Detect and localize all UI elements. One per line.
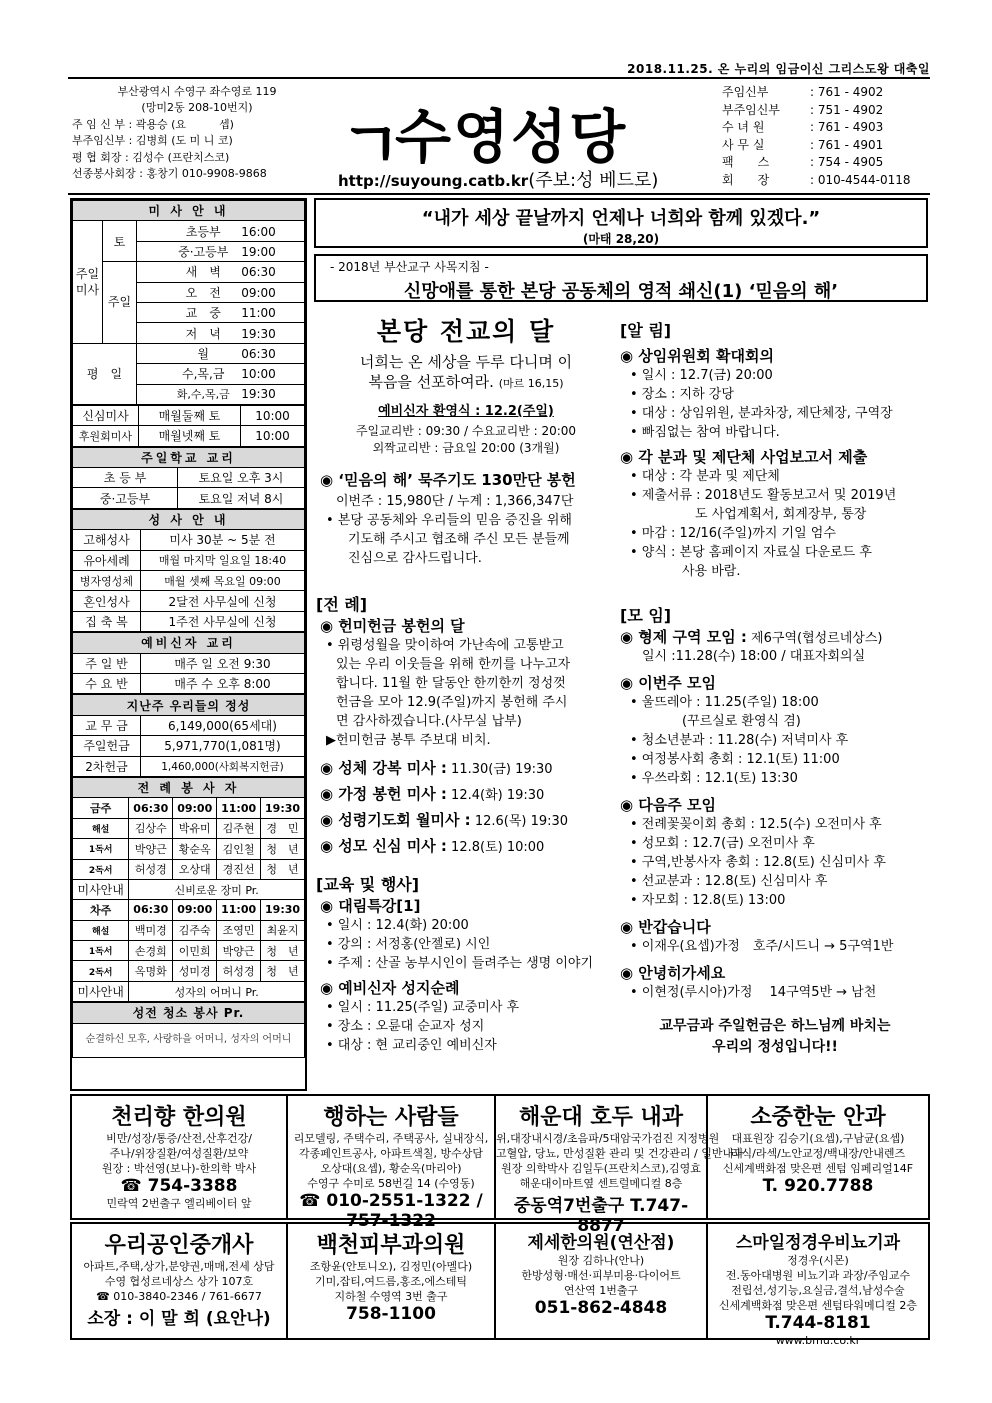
servers-role: 2독서 (73, 961, 129, 981)
text-line: • 장소 : 지하 강당 (630, 387, 734, 402)
offering-amount: 1,460,000(사회복지헌금) (141, 756, 305, 776)
text-line: • 자모회 : 12.8(토) 13:00 (630, 893, 786, 908)
logo-mark: ㄱ (340, 108, 402, 183)
servers-name: 경 민 (261, 818, 305, 838)
middle-column (316, 312, 616, 1055)
mass-guide-label: 미사안내 (73, 879, 129, 899)
liturgy-items (316, 756, 616, 860)
weekday-row: 월 06:30 (137, 343, 305, 363)
report-details (620, 467, 930, 581)
rosary-heading: ◉ ‘믿음의 해’ 묵주기도 130만단 봉헌 (320, 471, 576, 489)
ad-block (708, 1096, 928, 1218)
catechism-schedule: 주일교리반 : 09:30 / 수요교리반 : 20:00 외짝교리반 : 금요일 20:00 (3개월) (355, 424, 577, 455)
offering-amount: 5,971,770(1,081명) (141, 736, 305, 756)
servers-name: 박양근 (129, 839, 173, 859)
ad-line: 원장 의학박사 김일두(프란치스코),김영효 (501, 1162, 701, 1175)
offering-type: 교 무 금 (73, 715, 141, 735)
scripture-quote (314, 198, 928, 248)
mass-row: 교 중 11:00 (137, 302, 305, 322)
offering-type: 주일헌금 (73, 736, 141, 756)
servers-name: 성미경 (173, 961, 217, 981)
sunday-school-title: 주일학교 교리 (73, 447, 305, 467)
sacrament-info: 1주전 사무실에 신청 (141, 611, 305, 631)
ad-block (496, 1096, 744, 1236)
liturgy-item-time: 12.6(목) 19:30 (470, 814, 569, 829)
ad-line: 전립선,성기능,요실금,결석,남성수술 (731, 1284, 905, 1297)
text-line: 도 사업계획서, 회계장부, 통장 (630, 507, 867, 522)
text-line: • 선교분과 : 12.8(토) 신심미사 후 (630, 874, 828, 889)
mass-guide-row (73, 981, 305, 1001)
text-line: 있는 우리 이웃들을 위해 한끼를 나누고자 (336, 657, 571, 672)
meetings-section: [모 임] (620, 606, 672, 625)
next-week-heading: ◉ 다음주 모임 (620, 796, 716, 814)
servers-name: 허성경 (217, 961, 261, 981)
committee-details (620, 366, 930, 442)
weekday-row: 수,목,금 10:00 (137, 364, 305, 384)
servers-head-cell: 19:30 (261, 900, 305, 920)
ad-line: 지하철 수영역 3번 출구 (334, 1290, 448, 1303)
servers-name: 청 년 (261, 941, 305, 961)
parish-info (72, 84, 322, 182)
mission-verse: 너희는 온 세상을 두루 다니며 이 복음을 선포하여라. (마르 16,15) (359, 353, 573, 391)
ad-line: 전.동아대병원 비뇨기과 과장/주임교수 (725, 1269, 911, 1282)
liturgy-item-time: 12.8(토) 10:00 (446, 840, 545, 855)
pilgrimage-details (316, 998, 616, 1055)
pilgrimage-heading: ◉ 예비신자 성지순례 (320, 979, 460, 997)
text-line: • 전례꽃꽂이회 총회 : 12.5(수) 오전미사 후 (630, 817, 882, 832)
contact-label: 회 장 (722, 172, 770, 187)
report-heading: ◉ 각 분과 및 제단체 사업보고서 제출 (620, 448, 868, 466)
ad-block (72, 1224, 288, 1338)
mass-guide-row (73, 879, 305, 899)
sacrament-table (72, 509, 305, 632)
ad-block (72, 1096, 288, 1218)
servers-row (73, 859, 305, 879)
ad-name: 스마일정경우비뇨기과 (735, 1233, 901, 1253)
extra-mass-time: 10:00 (241, 426, 305, 446)
sunday-mass-label: 주일미사 (73, 221, 103, 343)
text-line: • 빠짐없는 참여 바랍니다. (630, 425, 780, 440)
ad-name: 백천피부과의원 (316, 1233, 466, 1258)
text-line: • 일시 : 12.7(금) 20:00 (630, 368, 773, 383)
ad-line: 원장 김하나(안나) (557, 1254, 645, 1267)
contact-label: 주임신부 (722, 85, 769, 99)
text-line: • 강의 : 서정홍(안젤로) 시인 (326, 937, 491, 952)
text-line: 사용 바람. (630, 564, 741, 579)
logo-title: 수영성당 (395, 103, 628, 171)
pastor: 주 임 신 부 : 곽용승 (요 셉) (72, 117, 234, 131)
liturgy-item-time: 12.4(화) 19:30 (446, 788, 545, 803)
ad-line: 각종페인트공사, 아파트색칠, 방수상담 (298, 1147, 483, 1160)
ad-line: 수영구 수미로 58번길 14 (수영동) (307, 1177, 475, 1190)
servers-head-cell: 06:30 (129, 900, 173, 920)
extra-mass-table (72, 405, 305, 447)
header-rule (68, 193, 930, 195)
liturgy-section: [전 례] (316, 595, 368, 614)
catechumen-time: 매주 수 오후 8:00 (141, 673, 305, 693)
ad-line: 해운대이마트옆 센트럴메디컬 8층 (519, 1177, 683, 1190)
ad-line: 아파트,주택,상가,분양권,매매,전세 상담 (83, 1260, 275, 1273)
ad-tel: ☎ 010-2551-1322 / 757-1322 (299, 1191, 483, 1231)
text-line: • 제출서류 : 2018년도 활동보고서 및 2019년 (630, 488, 897, 503)
servers-head-cell: 금주 (73, 798, 129, 818)
servers-head-cell: 차주 (73, 900, 129, 920)
contact-number: : 761 - 4903 (810, 120, 884, 135)
mass-row: 초등부 16:00 (137, 221, 305, 241)
advent-lecture-details (316, 916, 616, 973)
servers-head-cell: 06:30 (129, 798, 173, 818)
ad-line: 라식/라섹/노안교정/백내장/안내렌즈 (730, 1147, 906, 1160)
notices-section: [알 림] (620, 321, 672, 340)
mass-title: 미 사 안 내 (73, 201, 305, 221)
servers-role: 1독서 (73, 839, 129, 859)
contact-number: : 754 - 4905 (810, 155, 884, 170)
text-line: • 일시 : 12.4(화) 20:00 (326, 918, 469, 933)
welcome-family: • 이재우(요셉)가정 호주/시드니 → 5구역1반 (630, 939, 894, 954)
offering-type: 2차헌금 (73, 756, 141, 776)
servers-head-cell: 19:30 (261, 798, 305, 818)
catechumen-title: 예비신자 교리 (73, 633, 305, 653)
sunday-school-table (72, 447, 305, 509)
education-section: [교육 및 행사] (316, 875, 420, 894)
farewell-family: • 이현정(루시아)가정 14구역5반 → 남천 (630, 985, 877, 1000)
text-line: 헌금을 모아 12.9(주일)까지 봉헌해 주시 (336, 695, 568, 710)
servers-name: 최윤지 (261, 920, 305, 940)
text-line: (꾸르실로 환영식 겸) (630, 714, 801, 729)
sacrament-info: 매월 마지막 일요일 18:40 (141, 550, 305, 570)
text-line: • 우쓰라회 : 12.1(토) 13:30 (630, 771, 798, 786)
ad-tel: 051-862-4848 (534, 1298, 668, 1318)
servers-title: 전 례 봉 사 자 (73, 777, 305, 797)
rice-offering-text (316, 636, 616, 731)
servers-row (73, 961, 305, 981)
sacrament-info: 매월 셋째 목요일 09:00 (141, 571, 305, 591)
servers-role: 해설 (73, 818, 129, 838)
ad-name: 천리향 한의원 (111, 1105, 247, 1130)
text-line: 면 감사하겠습니다.(사무실 납부) (336, 714, 522, 729)
mass-guide-label: 미사안내 (73, 981, 129, 1001)
patron: (주보:성 베드로) (528, 170, 659, 191)
servers-role: 1독서 (73, 941, 129, 961)
servers-head-cell: 09:00 (173, 798, 217, 818)
catechumen-class: 수 요 반 (73, 673, 141, 693)
contact-row (722, 119, 932, 137)
weekday-row: 화,수,목,금 19:30 (137, 384, 305, 404)
liturgy-item-time: 11.30(금) 19:30 (446, 762, 553, 777)
text-line: • 울뜨레아 : 11.25(주일) 18:00 (630, 695, 819, 710)
ad-name: 제세한의원(연산점) (527, 1233, 675, 1253)
text-line: • 주제 : 산골 농부시인이 들려주는 생명 이야기 (326, 956, 594, 971)
liturgy-item (316, 782, 616, 808)
extra-mass-name: 신심미사 (73, 405, 139, 425)
servers-table (72, 777, 305, 1002)
ad-line: 신세계백화점 맞은편 센텀타워메디컬 2층 (718, 1299, 918, 1312)
this-week-heading: ◉ 이번주 모임 (620, 674, 716, 692)
servers-name: 김주현 (217, 818, 261, 838)
ad-block (288, 1224, 496, 1338)
liturgy-item (316, 808, 616, 834)
ad-line: 신세계백화점 맞은편 센텀 임페리얼14F (722, 1162, 914, 1175)
rice-offering-heading: ◉ 헌미헌금 봉헌의 달 (320, 617, 465, 635)
council-president: 평 협 회장 : 김성수 (프란치스코) (72, 150, 230, 164)
text-line: • 대상 : 현 교리중인 예비신자 (326, 1038, 497, 1053)
text-line: • 대상 : 상임위원, 분과차장, 제단체장, 구역장 (630, 406, 893, 421)
cleaning-title: 성전 청소 봉사 Pr. (73, 1003, 305, 1023)
issue-date: 2018.11.25. 온 누리의 임금이신 그리스도왕 대축일 (627, 62, 930, 76)
servers-head-cell: 11:00 (217, 900, 261, 920)
contact-number: : 761 - 4901 (810, 137, 884, 152)
contact-number: : 751 - 4902 (810, 102, 884, 117)
quote-text: “내가 세상 끝날까지 언제나 너희와 함께 있겠다.” (421, 208, 821, 229)
liturgy-item-title: ◉ 성모 신심 미사 : (320, 837, 447, 855)
text-line: • 양식 : 본당 홈페이지 자료실 다운로드 후 (630, 545, 872, 560)
this-week-list (620, 693, 930, 788)
closing-message: 교무금과 주일헌금은 하느님께 바치는 우리의 정성입니다!! (659, 1018, 891, 1055)
offering-amount: 6,149,000(65세대) (141, 715, 305, 735)
ad-tel: 758-1100 (346, 1304, 436, 1324)
sacrament-info: 미사 30분 ~ 5분 전 (141, 530, 305, 550)
servers-name: 조영민 (217, 920, 261, 940)
contact-label: 부주임신부 (722, 102, 780, 117)
motto-text: 신망애를 통한 본당 공동체의 영적 쇄신(1) ‘믿음의 해’ (403, 281, 839, 302)
ad-name: 우리공인중개사 (104, 1233, 254, 1258)
text-line: • 여정봉사회 총회 : 12.1(토) 11:00 (630, 752, 840, 767)
servers-role: 2독서 (73, 859, 129, 879)
servers-name: 손경희 (129, 941, 173, 961)
sacrament-name: 유아세례 (73, 550, 141, 570)
servers-name: 백미경 (129, 920, 173, 940)
motto-heading: - 2018년 부산교구 사목지침 - (330, 260, 489, 274)
ad-tel: 소장 : 이 말 희 (요안나) (87, 1309, 271, 1329)
liturgy-item-title: ◉ 가정 봉헌 미사 : (320, 785, 447, 803)
text-line: • 대상 : 각 분과 및 제단체 (630, 469, 780, 484)
ad-tel: T.744-8181 (765, 1313, 871, 1333)
brother-meeting-heading: ◉ 형제 구역 모임 : 제6구역(협성르네상스) (620, 628, 883, 646)
text-line: • 성모회 : 12.7(금) 오전미사 후 (630, 836, 815, 851)
offering-table (72, 694, 305, 777)
assistant-pastor: 부주임신부 : 김병희 (도 미 니 코) (72, 134, 233, 148)
ad-name: 소중한눈 안과 (750, 1105, 886, 1130)
servers-row (73, 920, 305, 940)
cleaning-groups: 순결하신 모후, 사랑하을 어머니, 성자의 어머니 (73, 1023, 305, 1057)
servers-head-row (73, 900, 305, 920)
servers-head-cell: 11:00 (217, 798, 261, 818)
servers-name: 청 년 (261, 839, 305, 859)
contact-row (722, 84, 932, 102)
contact-list (722, 84, 932, 190)
ad-line: 비만/성장/통증/산전,산후건강/ (106, 1132, 252, 1145)
ad-tel: ☎ 754-3388 (120, 1176, 238, 1196)
servers-row (73, 941, 305, 961)
sacrament-name: 병자영성체 (73, 571, 141, 591)
school-grade: 중·고등부 (73, 488, 178, 508)
sat-label: 토 (103, 221, 137, 262)
ad-block (496, 1224, 708, 1338)
servers-name: 황순옥 (173, 839, 217, 859)
mission-title: 본당 전교의 달 (376, 317, 556, 346)
contact-row (722, 137, 932, 155)
sacrament-info: 2달전 사무실에 신청 (141, 591, 305, 611)
servers-name: 경진선 (217, 859, 261, 879)
text-line: • 구역,반봉사자 총회 : 12.8(토) 신심미사 후 (630, 855, 886, 870)
ad-line: 주나/위장질환/여성질환/보약 (109, 1147, 249, 1160)
top-rule (68, 77, 930, 79)
advent-lecture-heading: ◉ 대림특강[1] (320, 897, 421, 915)
text-line: • 마감 : 12/16(주일)까지 기일 엄수 (630, 526, 836, 541)
contact-row (722, 154, 932, 172)
mass-row: 오 전 09:00 (137, 282, 305, 302)
school-time: 토요일 저녁 8시 (178, 488, 305, 508)
ad-block (708, 1224, 928, 1347)
servers-name: 김상수 (129, 818, 173, 838)
mass-row: 저 녁 19:30 (137, 323, 305, 343)
servers-row (73, 839, 305, 859)
committee-heading: ◉ 상임위원회 확대회의 (620, 347, 774, 365)
text-line: 합니다. 11월 한 달동안 한끼한끼 정성껏 (336, 676, 566, 691)
school-time: 토요일 오후 3시 (178, 468, 305, 488)
ads-row-1 (70, 1094, 930, 1236)
envelope-note: ▶헌미헌금 봉투 주보대 비치. (326, 733, 491, 748)
mass-table (72, 200, 305, 405)
address: 부산광역시 수영구 좌수영로 119 (117, 85, 277, 98)
welcome-heading: ◉ 반갑습니다 (620, 918, 711, 936)
ad-foot: www.bmu.co.kr (775, 1334, 861, 1347)
mass-row: 중·고등부 19:00 (137, 241, 305, 261)
ad-line: ☎ 010-3840-2346 / 761-6677 (96, 1290, 262, 1303)
servers-row (73, 818, 305, 838)
servers-name: 청 년 (261, 859, 305, 879)
sun-label: 주일 (103, 262, 137, 344)
contact-label: 사 무 실 (722, 137, 765, 152)
liturgy-item (316, 756, 616, 782)
ad-line: 기미,잡티,여드름,홍조,에스테틱 (314, 1275, 468, 1288)
next-week-list (620, 815, 930, 910)
ad-line: 대표원장 김승기(요셉),구남균(요셉) (731, 1132, 905, 1145)
ad-line: 고혈압, 당뇨, 만성질환 관리 및 건강관리 / 일반내과 (496, 1147, 744, 1160)
servers-name: 청 년 (261, 961, 305, 981)
ads-row-2 (70, 1222, 930, 1347)
text-line: • 청소년분과 : 11.28(수) 저녁미사 후 (630, 733, 849, 748)
ad-line: 연산역 1번출구 (563, 1284, 639, 1297)
weekday-label: 평 일 (73, 343, 137, 404)
ad-name: 해운대 호두 내과 (518, 1105, 684, 1130)
sacrament-name: 고해성사 (73, 530, 141, 550)
mass-row: 새 벽 06:30 (137, 262, 305, 282)
text-line: • 장소 : 오륜대 순교자 성지 (326, 1019, 485, 1034)
ad-line: 조항윤(안토니오), 김정민(아멜다) (309, 1260, 473, 1273)
servers-name: 오상대 (173, 859, 217, 879)
website (338, 166, 658, 192)
brother-meeting-time: 일시 :11.28(수) 18:00 / 대표자회의실 (642, 649, 866, 664)
school-grade: 초 등 부 (73, 468, 178, 488)
ad-line: 정경우(시몬) (787, 1254, 849, 1267)
ad-foot: 민락역 2번출구 엘리베이터 앞 (106, 1197, 252, 1210)
liturgy-item (316, 834, 616, 860)
quote-ref: (마태 28,20) (582, 232, 660, 246)
rosary-note: • 본당 공동체와 우리들의 믿음 증진을 위해 기도해 주시고 협조해 주신 모든 분들께 진심으로 감사드립니다. (326, 513, 572, 566)
ad-line: 수영 협성르네상스 상가 107호 (104, 1275, 254, 1288)
ad-block (288, 1096, 496, 1231)
contact-row (722, 102, 932, 120)
mass-guide-value: 성자의 어머니 Pr. (129, 981, 305, 1001)
ad-name: 행하는 사람들 (323, 1105, 459, 1130)
pastoral-motto (314, 254, 928, 302)
ad-line: 오상대(요셉), 황순옥(마리아) (320, 1162, 462, 1175)
ad-tel: 중동역7번출구 T.747-8877 (513, 1196, 689, 1236)
text-line: • 일시 : 11.25(주일) 교중미사 후 (326, 1000, 520, 1015)
servers-name: 김인철 (217, 839, 261, 859)
sacrament-title: 성 사 안 내 (73, 509, 305, 529)
servers-role: 해설 (73, 920, 129, 940)
sacrament-name: 혼인성사 (73, 591, 141, 611)
servers-name: 옥명화 (129, 961, 173, 981)
extra-mass-day: 매월둘째 토 (139, 405, 241, 425)
catechumen-time: 매주 일 오전 9:30 (141, 653, 305, 673)
ad-line: 원장 : 박선영(보나)-한의학 박사 (101, 1162, 257, 1175)
servers-head-row (73, 798, 305, 818)
extra-mass-time: 10:00 (241, 405, 305, 425)
ad-line: 한방성형·매선·피부미용·다이어트 (521, 1269, 681, 1282)
servers-name: 허성경 (129, 859, 173, 879)
ad-tel: T. 920.7788 (762, 1176, 874, 1196)
servers-name: 박유미 (173, 818, 217, 838)
catechumen-table (72, 632, 305, 694)
liturgy-item-title: ◉ 성체 강복 미사 : (320, 759, 447, 777)
offering-title: 지난주 우리들의 정성 (73, 695, 305, 715)
liturgy-item-title: ◉ 성령기도회 월미사 : (320, 811, 471, 829)
right-column (620, 318, 930, 1058)
catechumen-class: 주 일 반 (73, 653, 141, 673)
extra-mass-name: 후원회미사 (73, 426, 139, 446)
parish-logo (330, 82, 710, 194)
mass-guide-value: 신비로운 장미 Pr. (129, 879, 305, 899)
servers-name: 박양근 (217, 941, 261, 961)
servers-name: 김주숙 (173, 920, 217, 940)
address-sub: (망미2동 208-10번지) (141, 101, 253, 115)
extra-mass-day: 매월넷째 토 (139, 426, 241, 446)
contact-number: : 010-4544-0118 (810, 172, 911, 187)
ad-line: 위,대장내시경/초음파/5대암국가검진 지정병원 (496, 1132, 720, 1145)
welcome-ceremony: 예비신자 환영식 : 12.2(주일) (378, 404, 554, 419)
servers-name: 이민희 (173, 941, 217, 961)
left-column (70, 198, 307, 1091)
farewell-heading: ◉ 안녕히가세요 (620, 964, 726, 982)
contact-number: : 761 - 4902 (810, 85, 884, 99)
funeral-president: 선종봉사회장 : 홍창기 010-9908-9868 (72, 167, 267, 181)
rosary-stat: 이번주 : 15,980단 / 누계 : 1,366,347단 (336, 494, 574, 509)
sacrament-name: 집 축 복 (73, 611, 141, 631)
contact-label: 팩 스 (722, 155, 770, 170)
contact-label: 수 녀 원 (722, 120, 765, 135)
text-line: • 위령성월을 맞이하여 가난속에 고통받고 (326, 638, 564, 653)
cleaning-table (72, 1002, 305, 1057)
website-url[interactable]: http://suyoung.catb.kr (338, 172, 529, 190)
servers-head-cell: 09:00 (173, 900, 217, 920)
contact-row (722, 172, 932, 190)
ad-line: 리모델링, 주택수리, 주택공사, 실내장식, (293, 1132, 489, 1145)
